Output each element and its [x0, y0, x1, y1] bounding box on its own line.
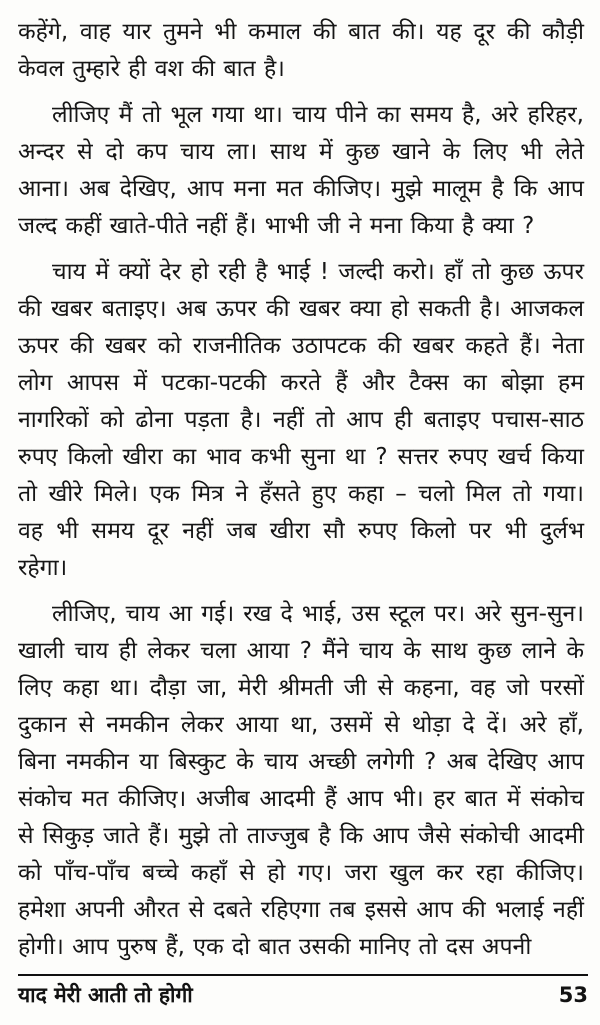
page-number: 53 [558, 983, 588, 1007]
text-line: जल्द कहीं खाते-पीते नहीं हैं। भाभी जी ने मना किया है क्या ? [18, 213, 535, 239]
text-line: लीजिए, चाय आ गई। रख दे भाई, उस स्टूल पर। अरे सुन-सुन। [52, 601, 584, 627]
text-line: होगी। आप पुरुष हैं, एक दो बात उसकी मानिए तो दस अपनी [18, 934, 532, 960]
page-text [18, 14, 584, 966]
text-line: को पाँच-पाँच बच्चे कहाँ से हो गए। जरा खुल कर रहा कीजिए। [18, 860, 584, 886]
text-line: खाली चाय ही लेकर चला आया ? मैंने चाय के साथ कुछ लाने के [18, 638, 584, 664]
text-line: तो खीरे मिले। एक मित्र ने हँसते हुए कहा – चलो मिल तो गया। [18, 481, 584, 507]
text-line: लोग आपस में पटका-पटकी करते हैं और टैक्स का बोझा हम [18, 370, 584, 396]
paragraph [18, 596, 584, 966]
text-line: नागरिकों को ढोना पड़ता है। नहीं तो आप ही बताइए पचास-साठ [18, 407, 584, 433]
text-line: दुकान से नमकीन लेकर आया था, उसमें से थोड़ा दे दें। अरे हाँ, [18, 712, 584, 738]
text-line: ऊपर की खबर को राजनीतिक उठापटक की खबर कहते हैं। नेता [18, 333, 584, 359]
text-line: रहेगा। [18, 555, 68, 581]
text-line: लीजिए मैं तो भूल गया था। चाय पीने का समय है, अरे हरिहर, [52, 102, 584, 128]
text-line: लिए कहा था। दौड़ा जा, मेरी श्रीमती जी से कहना, वह जो परसों [18, 675, 584, 701]
footer-row [18, 979, 588, 1011]
text-line: आना। अब देखिए, आप मना मत कीजिए। मुझे मालूम है कि आप [18, 176, 584, 202]
text-line: वह भी समय दूर नहीं जब खीरा सौ रुपए किलो पर भी दुर्लभ [18, 518, 584, 544]
text-line: अन्दर से दो कप चाय ला। साथ में कुछ खाने के लिए भी लेते [18, 139, 584, 165]
paragraph [18, 254, 584, 587]
paragraph [18, 14, 584, 88]
text-line: की खबर बताइए। अब ऊपर की खबर क्या हो सकती है। आजकल [18, 296, 584, 322]
running-title: याद मेरी आती तो होगी [18, 983, 193, 1007]
text-line: चाय में क्यों देर हो रही है भाई ! जल्दी करो। हाँ तो कुछ ऊपर [52, 259, 584, 285]
text-line: हमेशा अपनी औरत से दबते रहिएगा तब इससे आप की भलाई नहीं [18, 897, 584, 923]
text-line: बिना नमकीन या बिस्कुट के चाय अच्छी लगेगी ? अब देखिए आप [18, 749, 584, 775]
text-line: रुपए किलो खीरा का भाव कभी सुना था ? सत्तर रुपए खर्च किया [18, 444, 584, 470]
footer-rule [18, 974, 588, 976]
page-footer [18, 974, 588, 1011]
text-line: संकोच मत कीजिए। अजीब आदमी हैं आप भी। हर बात में संकोच [18, 786, 584, 812]
text-line: कहेंगे, वाह यार तुमने भी कमाल की बात की। यह दूर की कौड़ी [18, 19, 584, 45]
paragraph [18, 97, 584, 245]
text-line: केवल तुम्हारे ही वश की बात है। [18, 56, 285, 82]
text-line: से सिकुड़ जाते हैं। मुझे तो ताज्जुब है कि आप जैसे संकोची आदमी [18, 823, 584, 849]
